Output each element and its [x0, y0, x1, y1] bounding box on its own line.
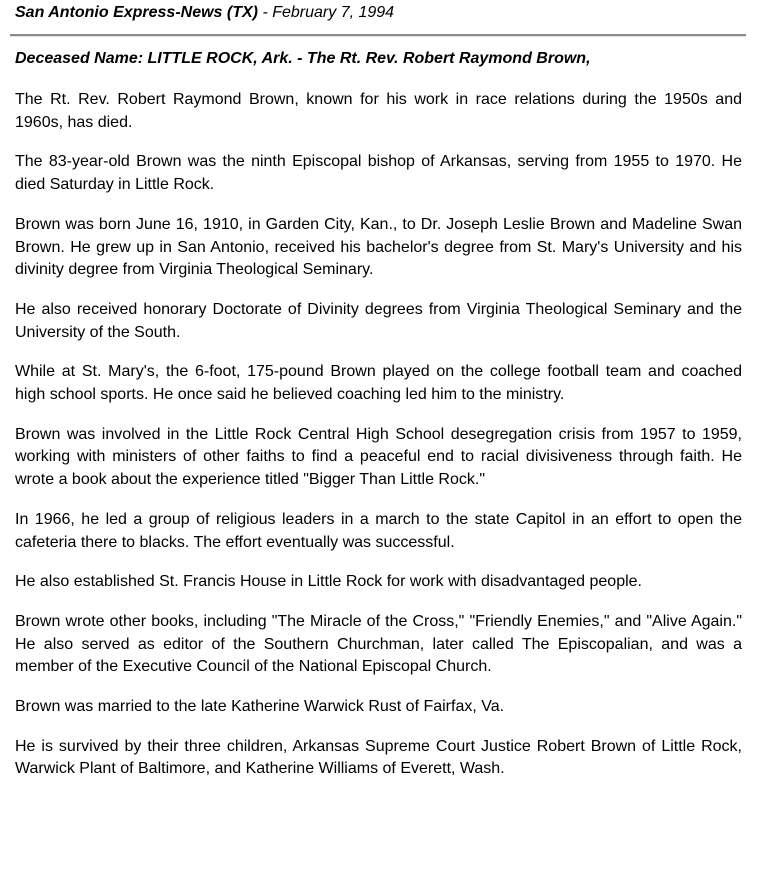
article-paragraph: The 83-year-old Brown was the ninth Episcopal bishop of Arkansas, serving from 1955 to 1970. He died Saturday in Little Rock. — [15, 153, 742, 194]
article-paragraph: Brown was born June 16, 1910, in Garden City, Kan., to Dr. Joseph Leslie Brown and Madeline Swan Brown. He grew up in San Antonio, received his bachelor's degree from St. Mary's University and his divinity degree from Virginia Theological Seminary. — [15, 215, 742, 279]
article-paragraph: Brown was married to the late Katherine Warwick Rust of Fairfax, Va. — [15, 698, 505, 716]
article-headline: Deceased Name: LITTLE ROCK, Ark. - The Rt. Rev. Robert Raymond Brown, — [15, 50, 591, 67]
header-separator: - — [258, 4, 273, 21]
article-header — [15, 3, 394, 23]
publication-date: February 7, 1994 — [272, 4, 395, 21]
article-body — [15, 89, 742, 798]
header-divider — [10, 34, 746, 37]
article-paragraph: Brown was involved in the Little Rock Central High School desegregation crisis from 1957 to 1959, working with ministers of other faiths to find a peaceful end to racial divisiveness through faith. He wrote a book about the experience titled "Bigger Than Little Rock." — [15, 425, 742, 489]
article-paragraph: He also established St. Francis House in Little Rock for work with disadvantaged people. — [15, 573, 642, 591]
article-paragraph: Brown wrote other books, including "The Miracle of the Cross," "Friendly Enemies," and "Alive Again." He also served as editor of the Southern Churchman, later called The Episcopalian, and was a member of the Executive Council of the National Episcopal Church. — [15, 612, 742, 676]
article-paragraph: While at St. Mary's, the 6-foot, 175-pound Brown played on the college football team and coached high school sports. He once said he believed coaching led him to the ministry. — [15, 363, 742, 404]
article-paragraph: He also received honorary Doctorate of Divinity degrees from Virginia Theological Seminary and the University of the South. — [15, 300, 742, 341]
article-paragraph: In 1966, he led a group of religious leaders in a march to the state Capitol in an effort to open the cafeteria there to blacks. The effort eventually was successful. — [15, 510, 742, 551]
article-paragraph: He is survived by their three children, Arkansas Supreme Court Justice Robert Brown of Little Rock, Warwick Plant of Baltimore, and Katherine Williams of Everett, Wash. — [15, 737, 742, 778]
publication-name: San Antonio Express-News (TX) — [15, 4, 258, 21]
article-paragraph: The Rt. Rev. Robert Raymond Brown, known for his work in race relations during the 1950s and 1960s, has died. — [15, 91, 742, 131]
